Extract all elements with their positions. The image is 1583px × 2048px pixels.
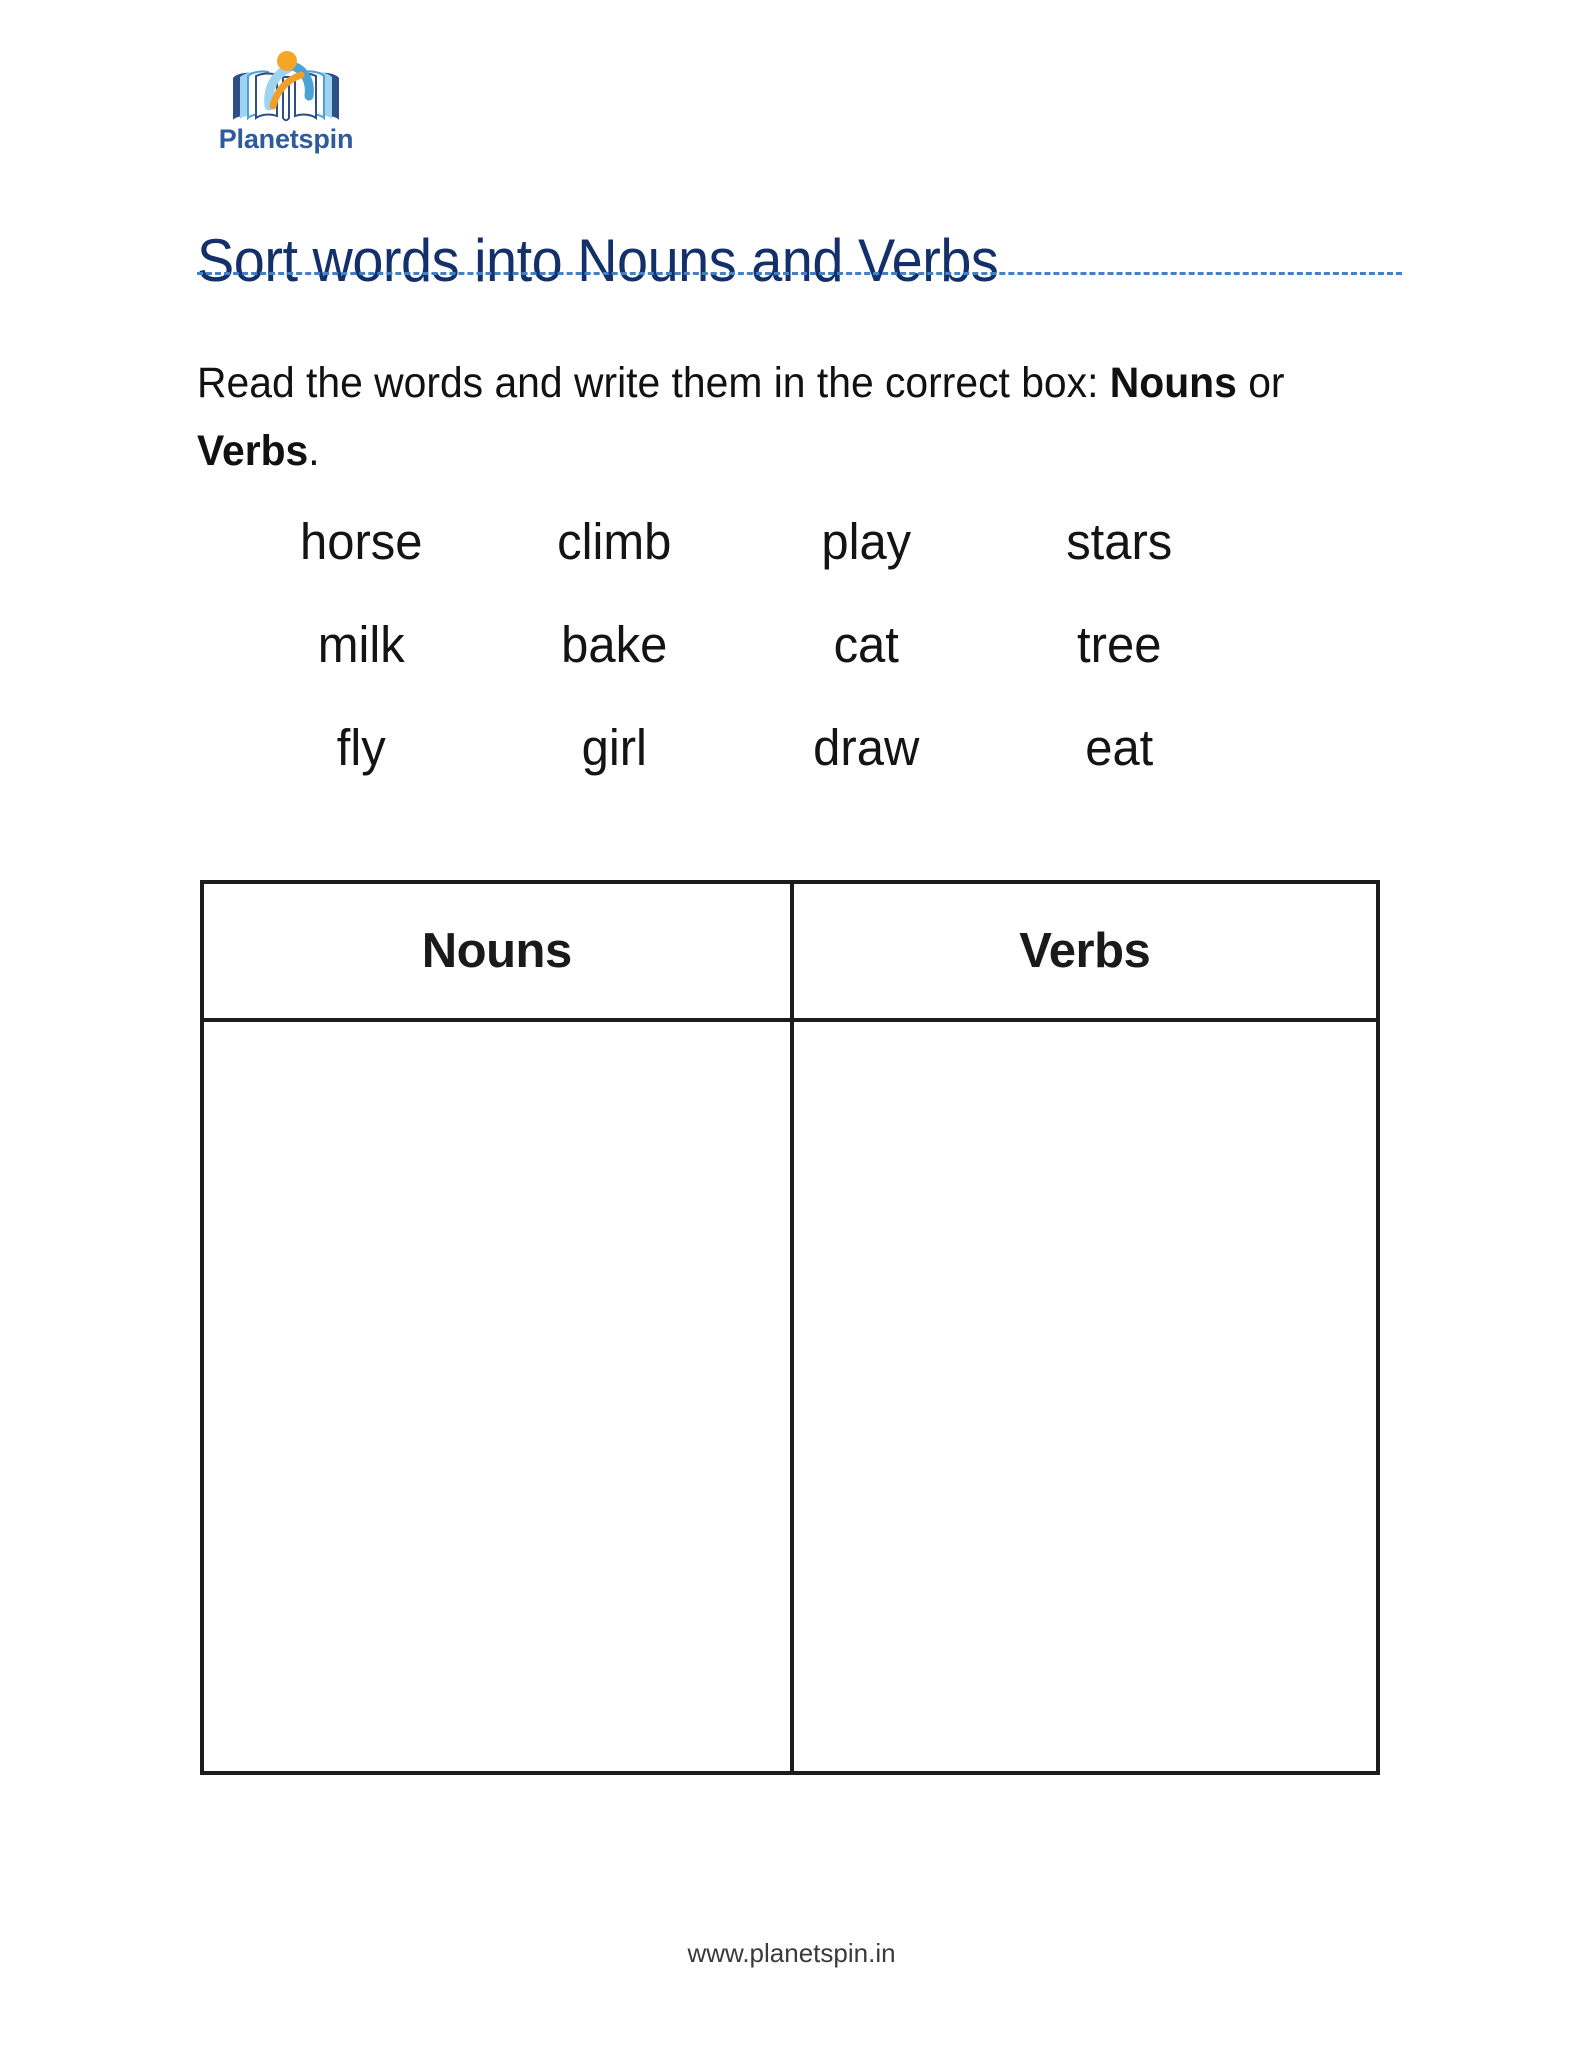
- title-divider: [197, 272, 1402, 275]
- word-bank-row: [235, 593, 1245, 696]
- word-item: tree: [1076, 616, 1161, 673]
- instructions-part-1: Read the words and write them in the correct box:: [197, 359, 1110, 407]
- instructions-part-3: .: [308, 427, 320, 475]
- instructions-bold-nouns: Nouns: [1109, 359, 1237, 407]
- sorting-table-header-row: [204, 884, 1376, 1022]
- word-item: bake: [560, 616, 667, 673]
- word-item: fly: [336, 719, 386, 776]
- word-item: climb: [556, 513, 671, 570]
- word-item: horse: [300, 513, 423, 570]
- instructions-text: [197, 349, 1351, 485]
- answer-area-nouns[interactable]: [204, 1022, 790, 1771]
- word-bank-row: [235, 696, 1245, 799]
- word-item: stars: [1065, 513, 1172, 570]
- brand-wordmark: Planetspin: [218, 124, 354, 154]
- brand-logo: [196, 44, 376, 164]
- answer-cell-nouns[interactable]: [204, 1022, 794, 1771]
- word-bank: [235, 490, 1245, 799]
- column-header-label: Verbs: [1019, 923, 1151, 978]
- open-book-with-figure-icon: [227, 44, 345, 124]
- footer-url: www.planetspin.in: [687, 1938, 896, 1968]
- word-bank-row: [235, 490, 1245, 593]
- word-item: draw: [813, 719, 920, 776]
- column-header-label: Nouns: [421, 923, 572, 978]
- column-header-nouns: [204, 884, 794, 1018]
- sorting-table-body-row: [204, 1022, 1376, 1771]
- word-item: milk: [317, 616, 405, 673]
- sorting-table: [200, 880, 1380, 1775]
- answer-cell-verbs[interactable]: [794, 1022, 1376, 1771]
- answer-area-verbs[interactable]: [794, 1022, 1376, 1771]
- word-item: cat: [833, 616, 899, 673]
- column-header-verbs: [794, 884, 1376, 1018]
- instructions-part-2: or: [1236, 359, 1285, 407]
- word-item: girl: [581, 719, 647, 776]
- word-item: play: [821, 513, 912, 570]
- page-title: Sort words into Nouns and Verbs: [197, 227, 999, 295]
- instructions-bold-verbs: Verbs: [197, 427, 309, 475]
- word-item: eat: [1084, 719, 1153, 776]
